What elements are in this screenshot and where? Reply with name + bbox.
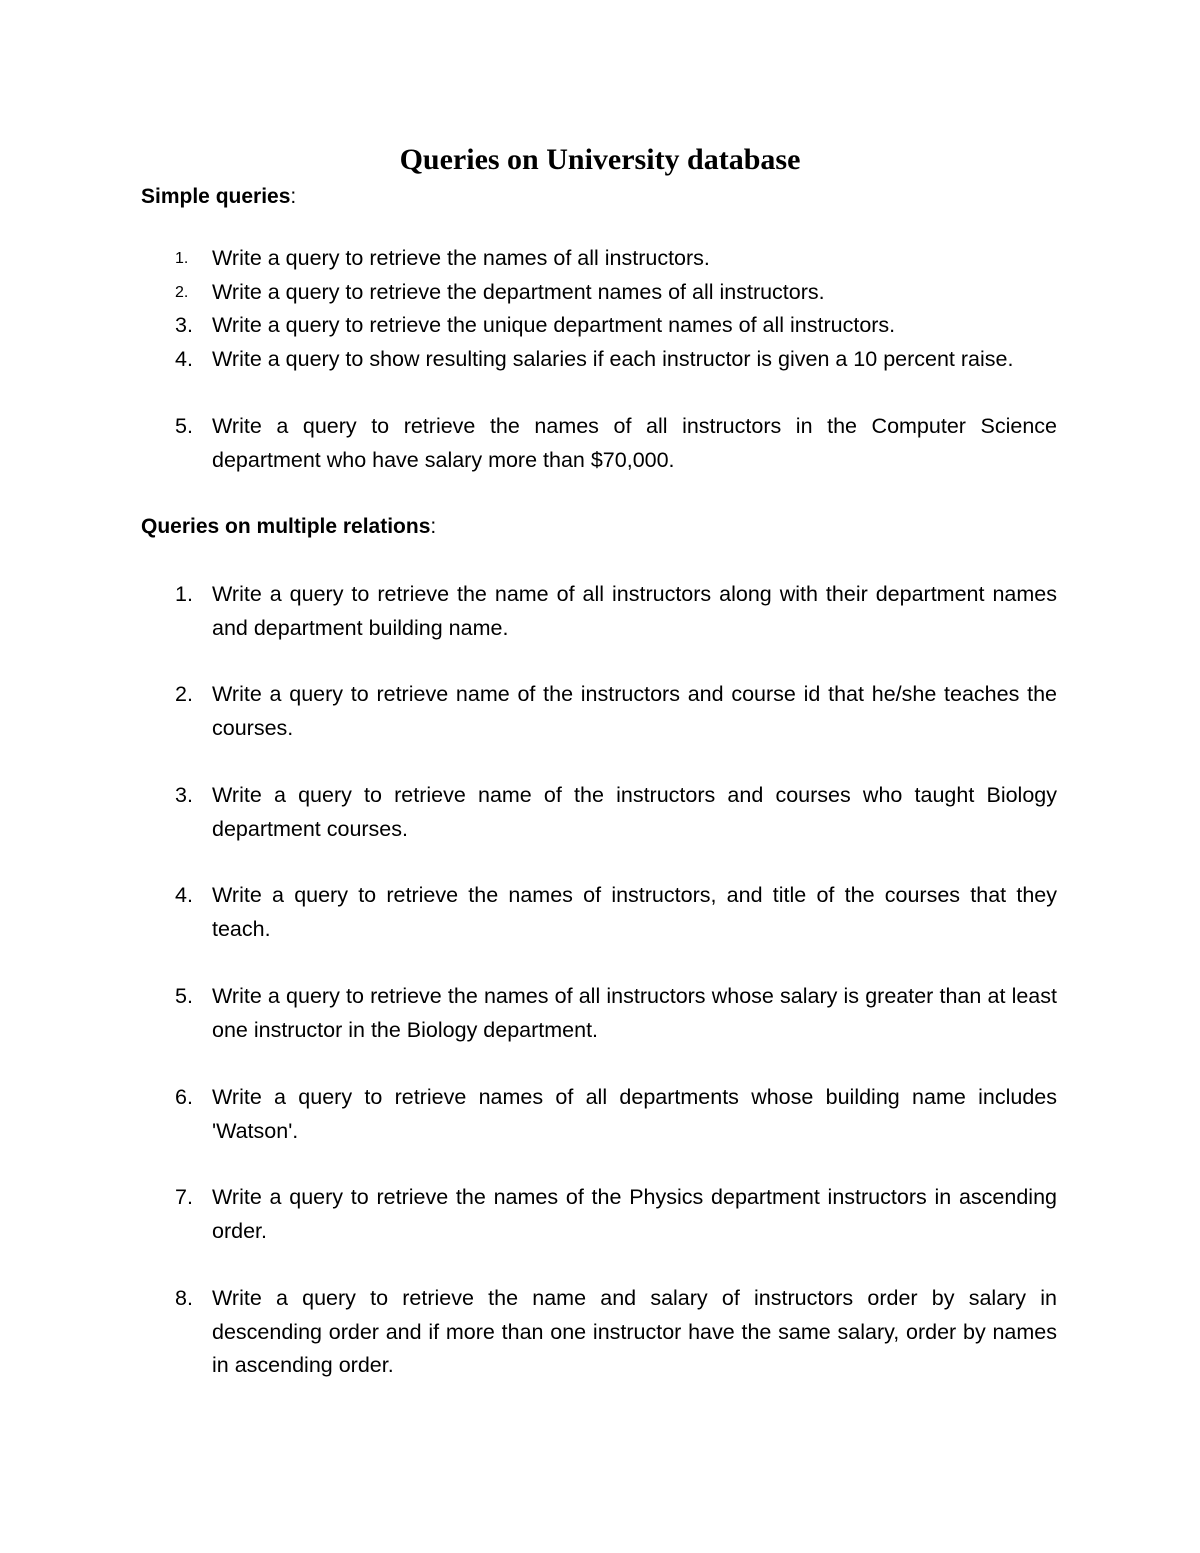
section-heading-multiple-relations: Queries on multiple relations: bbox=[141, 515, 437, 538]
list-item-text: Write a query to show resulting salaries if each instructor is given a 10 percent raise. bbox=[212, 347, 1014, 371]
list-item-text: Write a query to retrieve the unique department names of all instructors. bbox=[212, 313, 896, 337]
list-item-text: Write a query to retrieve the name and salary of instructors order by salary in descending order and if more than one instructor have the same salary, order by names in ascending order. bbox=[212, 1286, 1057, 1377]
list-item-number: 2. bbox=[175, 284, 189, 301]
list-item-text: Write a query to retrieve the names of all instructors whose salary is greater than at least one instructor in the Biology department. bbox=[212, 984, 1057, 1042]
list-item-number: 5. bbox=[175, 984, 193, 1008]
section-heading-label: Queries on multiple relations bbox=[141, 515, 431, 538]
list-item-number: 4. bbox=[175, 347, 193, 371]
list-item-text: Write a query to retrieve the names of the Physics department instructors in ascending order. bbox=[212, 1185, 1057, 1243]
list-item-number: 5. bbox=[175, 414, 193, 438]
list-item-text: Write a query to retrieve the names of all instructors in the Computer Science department who have salary more than $70,000. bbox=[212, 414, 1057, 472]
list-item-number: 3. bbox=[175, 783, 193, 807]
list-item-number: 6. bbox=[175, 1085, 193, 1109]
list-item-text: Write a query to retrieve the department names of all instructors. bbox=[212, 280, 825, 304]
list-item-number: 7. bbox=[175, 1185, 193, 1209]
list-item-number: 4. bbox=[175, 883, 193, 907]
list-item-text: Write a query to retrieve the names of all instructors. bbox=[212, 246, 710, 270]
list-item-text: Write a query to retrieve names of all departments whose building name includes 'Watson'. bbox=[212, 1085, 1057, 1143]
section-heading-label: Simple queries bbox=[141, 185, 291, 208]
list-item-number: 2. bbox=[175, 682, 193, 706]
list-item-number: 1. bbox=[175, 250, 189, 267]
page-title: Queries on University database bbox=[399, 143, 801, 176]
list-item-text: Write a query to retrieve name of the instructors and course id that he/she teaches the courses. bbox=[212, 682, 1057, 740]
list-item-text: Write a query to retrieve the names of instructors, and title of the courses that they teach. bbox=[212, 883, 1057, 941]
list-item-number: 3. bbox=[175, 313, 193, 337]
list-item-number: 1. bbox=[175, 582, 193, 606]
list-item-number: 8. bbox=[175, 1286, 193, 1310]
list-item-text: Write a query to retrieve the name of all instructors along with their department names and department building name. bbox=[212, 582, 1057, 640]
list-item-text: Write a query to retrieve name of the instructors and courses who taught Biology department courses. bbox=[212, 783, 1057, 841]
section-heading-simple-queries: Simple queries: bbox=[141, 185, 297, 208]
